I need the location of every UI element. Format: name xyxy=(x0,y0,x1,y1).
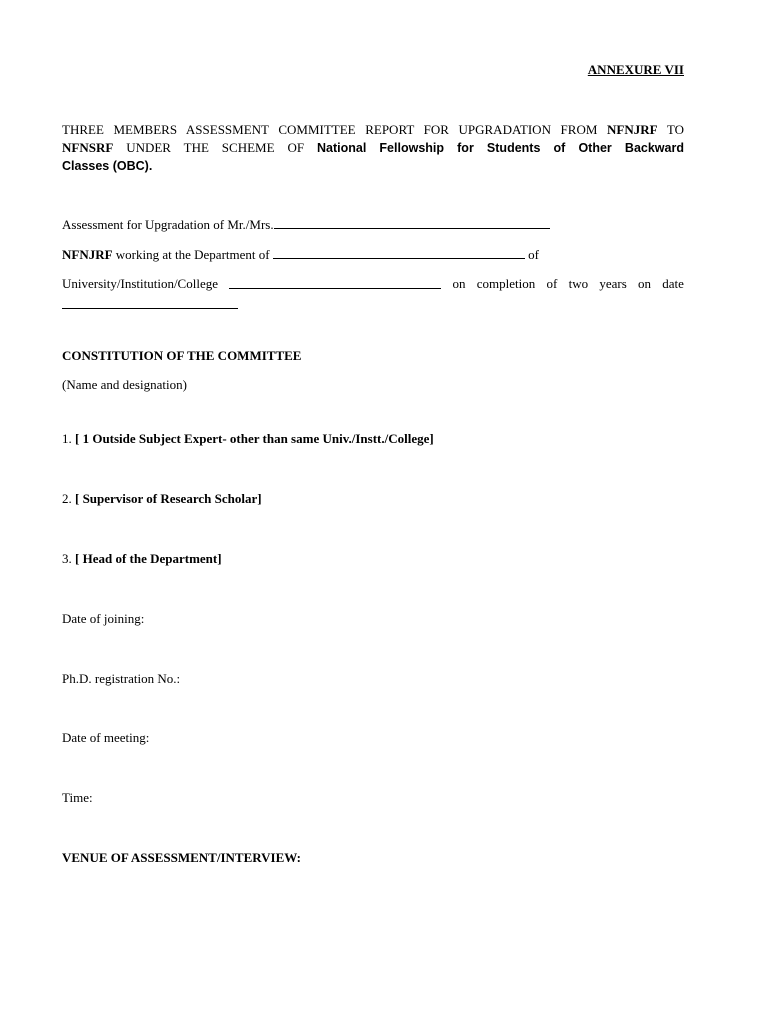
completion-word-1: completion xyxy=(476,276,536,291)
member-3-role: [ Head of the Department] xyxy=(75,551,222,566)
member-2-number: 2. xyxy=(62,491,72,506)
heading-line-3 xyxy=(62,157,684,175)
heading-to-word: TO xyxy=(666,122,685,137)
candidate-name-field[interactable] xyxy=(274,216,550,229)
institution-label: University/Institution/College xyxy=(62,276,218,291)
member-1-number: 1. xyxy=(62,431,72,446)
report-heading xyxy=(62,121,684,175)
working-label: working at the Department of xyxy=(115,247,270,262)
heading-line-2 xyxy=(62,139,684,157)
completion-date-field[interactable] xyxy=(62,296,238,309)
completion-word-3: two xyxy=(568,276,589,291)
department-row xyxy=(62,246,539,263)
heading-scheme-line2: Classes (OBC). xyxy=(62,159,153,173)
department-field[interactable] xyxy=(273,246,525,259)
phd-registration-label: Ph.D. registration No.: xyxy=(62,671,181,686)
completion-word-5: on xyxy=(638,276,652,291)
heading-line-1 xyxy=(62,121,684,139)
date-row xyxy=(62,296,238,313)
member-2 xyxy=(62,491,262,507)
completion-word-0: on xyxy=(452,276,466,291)
committee-title: CONSTITUTION OF THE COMMITTEE xyxy=(62,348,302,363)
heading-from: NFNJRF xyxy=(607,122,658,137)
fellow-prefix: NFNJRF xyxy=(62,247,113,262)
heading-scheme-line1: National Fellowship for Students of Other Backward xyxy=(316,141,684,155)
date-of-joining-label: Date of joining: xyxy=(62,611,145,626)
assessment-row xyxy=(62,216,550,233)
member-2-role: [ Supervisor of Research Scholar] xyxy=(75,491,262,506)
institution-row xyxy=(62,276,684,292)
venue-label: VENUE OF ASSESSMENT/INTERVIEW: xyxy=(62,850,301,865)
completion-word-4: years xyxy=(599,276,627,291)
member-3-number: 3. xyxy=(62,551,72,566)
completion-word-2: of xyxy=(546,276,558,291)
assessment-label: Assessment for Upgradation of Mr./Mrs. xyxy=(62,217,274,232)
member-1 xyxy=(62,431,434,447)
committee-subtitle: (Name and designation) xyxy=(62,377,187,392)
annexure-label: ANNEXURE VII xyxy=(587,62,684,77)
heading-to: NFNSRF xyxy=(62,140,114,155)
member-1-role: [ 1 Outside Subject Expert- other than same Univ./Instt./College] xyxy=(75,431,434,446)
member-3 xyxy=(62,551,222,567)
time-label: Time: xyxy=(62,790,93,805)
institution-field[interactable] xyxy=(229,276,441,289)
date-of-meeting-label: Date of meeting: xyxy=(62,730,150,745)
heading-part1: THREE MEMBERS ASSESSMENT COMMITTEE REPORT FOR UPGRADATION FROM xyxy=(62,122,598,137)
completion-word-6: date xyxy=(662,276,684,291)
of-word: of xyxy=(528,247,539,262)
heading-part2: UNDER THE SCHEME OF xyxy=(126,140,305,155)
